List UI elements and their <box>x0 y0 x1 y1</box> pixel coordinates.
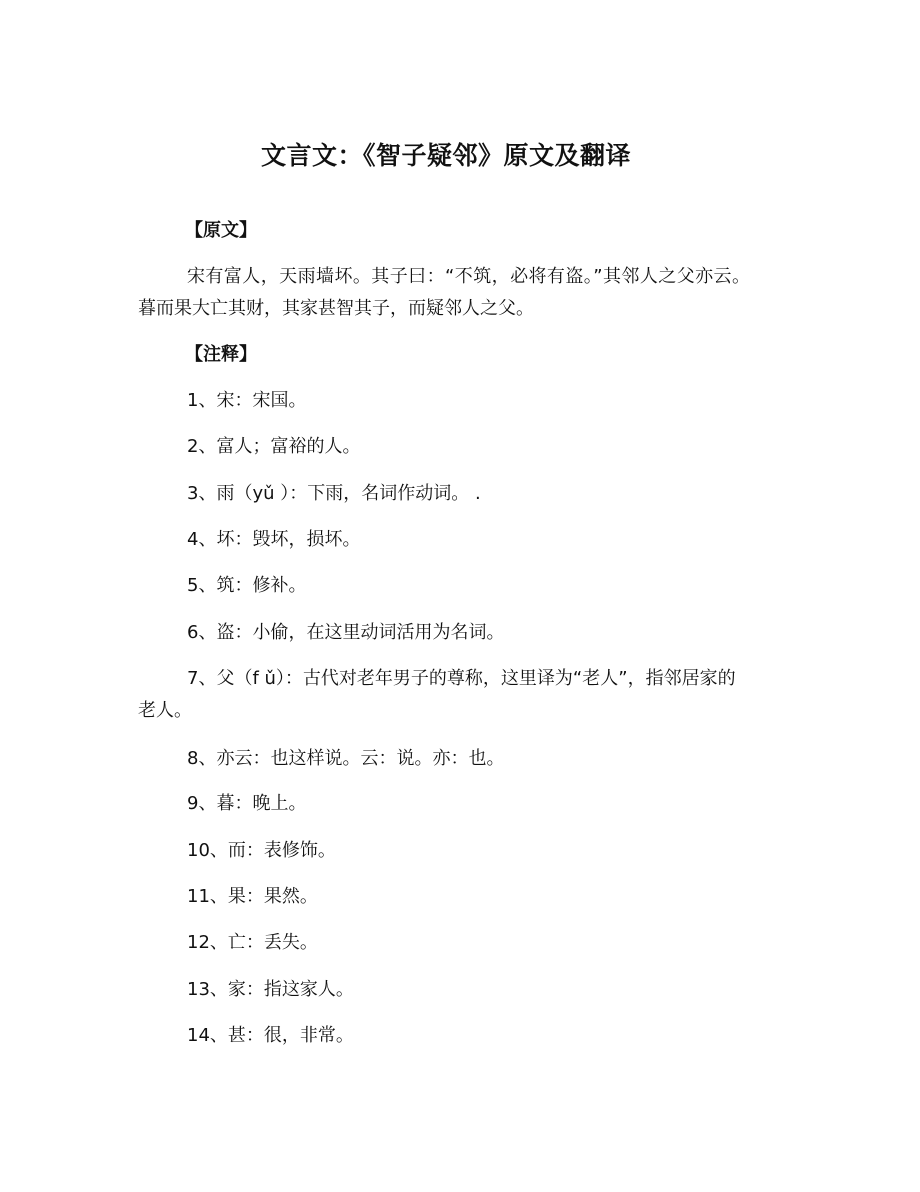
note-item: 10、而：表修饰。 <box>187 840 336 861</box>
note-item: 5、筑：修补。 <box>187 575 307 596</box>
document-title: 文言文：《智子疑邻》原文及翻译 <box>260 140 631 170</box>
note-item: 13、家：指这家人。 <box>187 979 354 1000</box>
note-item: 7、父（f ǔ）：古代对老年男子的尊称，这里译为“老人”，指邻居家的老人。 <box>138 668 736 721</box>
note-item: 2、富人；富裕的人。 <box>187 436 361 457</box>
note-item: 1、宋：宋国。 <box>187 390 307 411</box>
note-item: 9、暮：晚上。 <box>187 793 307 814</box>
note-item: 4、坏：毁坏，损坏。 <box>187 529 361 550</box>
note-item: 8、亦云：也这样说。云：说。亦：也。 <box>187 748 505 769</box>
notes-heading: 【注释】 <box>185 344 257 365</box>
note-item: 14、甚：很，非常。 <box>187 1025 354 1046</box>
note-item: 3、雨（yǔ ）：下雨，名词作动词。 . <box>187 483 481 504</box>
original-text-paragraph: 宋有富人，天雨墙坏。其子曰：“不筑，必将有盗。”其邻人之父亦云。暮而果大亡其财，其家甚智其子，而疑邻人之父。 <box>138 266 750 319</box>
note-item: 11、果：果然。 <box>187 886 318 907</box>
note-item: 12、亡：丢失。 <box>187 932 318 953</box>
note-item: 6、盗：小偷，在这里动词活用为名词。 <box>187 622 505 643</box>
original-text-heading: 【原文】 <box>185 220 257 241</box>
